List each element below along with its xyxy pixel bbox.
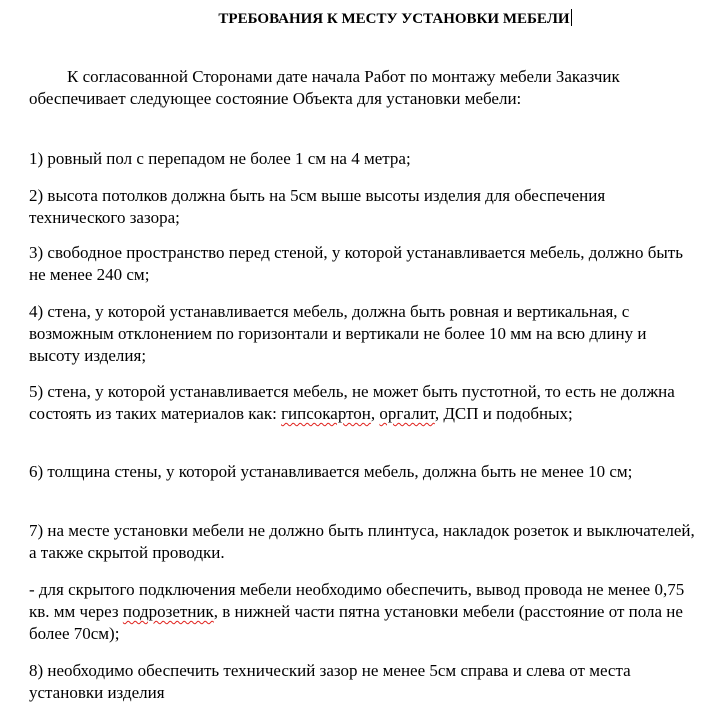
requirement-5-text-c: , ДСП и подобных; [434, 404, 573, 423]
requirement-7-subitem-text-a: - для скрытого подключения мебели необходимо обеспечить, вывод провода не менее 0,75 кв. мм через [29, 580, 685, 621]
requirement-7-subitem [29, 579, 699, 645]
requirement-6: 6) толщина стены, у которой устанавливается мебель, должна быть не менее 10 см; [29, 462, 633, 481]
requirement-2: 2) высота потолков должна быть на 5см выше высоты изделия для обеспечения технического зазора; [29, 186, 606, 227]
spellcheck-word[interactable]: оргалит [379, 404, 435, 423]
intro-paragraph: К согласованной Сторонами дате начала Работ по монтажу мебели Заказчик обеспечивает следующее состояние Объекта для установки мебели: [29, 67, 620, 108]
requirement-5-text-b: , [370, 404, 380, 423]
document-title [0, 9, 708, 29]
requirement-5-text-a: 5) стена, у которой устанавливается мебель, не может быть пустотной, то есть не должна состоять из таких материалов как: [29, 382, 675, 423]
requirement-1: 1) ровный пол с перепадом не более 1 см на 4 метра; [29, 149, 411, 168]
requirement-8: 8) необходимо обеспечить технический зазор не менее 5см справа и слева от места установки изделия [29, 661, 631, 702]
requirement-7-subitem-text-b: , в нижней части пятна установки мебели (расстояние от пола не более 70см); [29, 602, 683, 643]
text-cursor [571, 9, 572, 26]
requirement-5 [29, 381, 699, 425]
document-title-text: ТРЕБОВАНИЯ К МЕСТУ УСТАНОВКИ МЕБЕЛИ [218, 11, 570, 27]
spellcheck-word[interactable]: подрозетник [122, 602, 214, 621]
spellcheck-word[interactable]: гипсокартон [281, 404, 371, 423]
requirement-7: 7) на месте установки мебели не должно быть плинтуса, накладок розеток и выключателей, а также скрытой проводки. [29, 521, 695, 562]
requirement-3: 3) свободное пространство перед стеной, у которой устанавливается мебель, должно быть не менее 240 см; [29, 243, 683, 284]
requirement-4: 4) стена, у которой устанавливается мебель, должна быть ровная и вертикальная, с возможным отклонением по горизонтали и вертикали не более 10 мм на всю длину и высоту изделия; [29, 302, 647, 365]
